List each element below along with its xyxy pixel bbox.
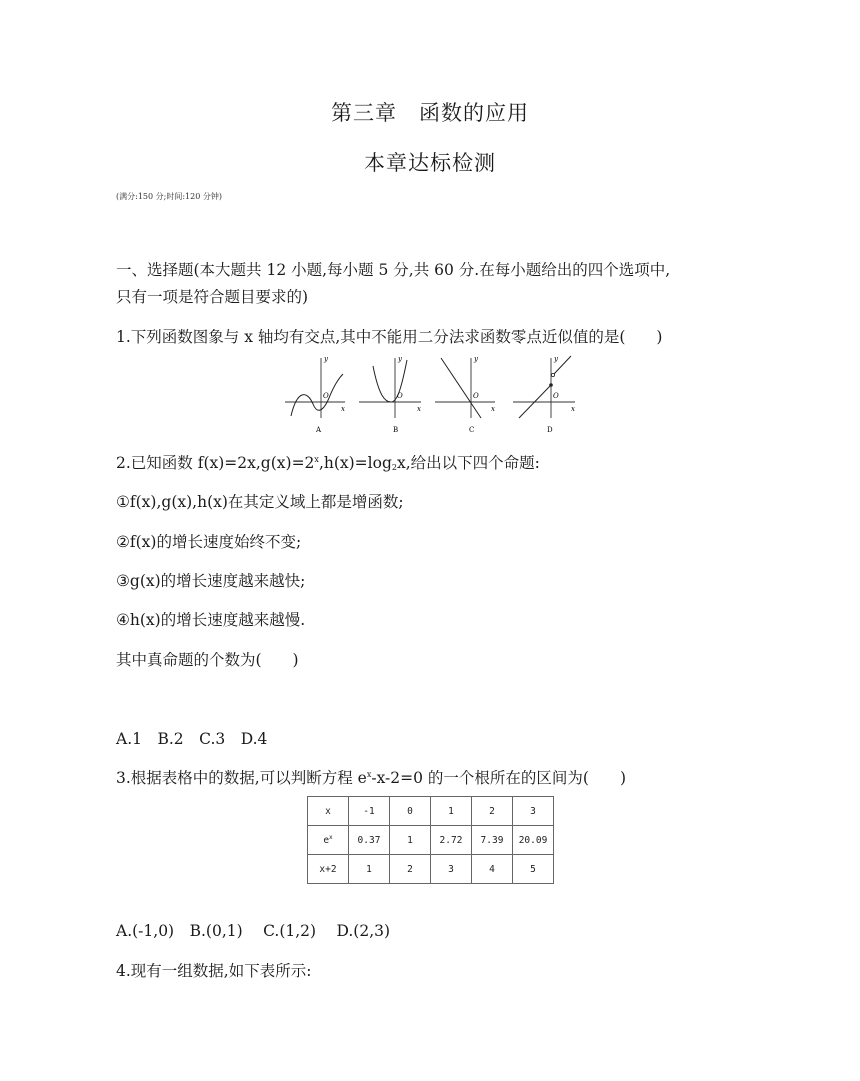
graph-a-x-label: x: [341, 405, 345, 413]
q2-stem-part-b: ,h(x)=log: [318, 454, 392, 472]
graph-a-label: A: [316, 426, 322, 434]
question-2-proposition-1: ①f(x),g(x),h(x)在其定义域上都是增函数;: [116, 493, 404, 511]
graph-d-label: D: [547, 426, 553, 434]
table-cell: 1: [349, 855, 390, 884]
graph-d-x-label: x: [571, 405, 575, 413]
row-head-text: e: [323, 835, 330, 846]
chapter-title: 第三章 函数的应用: [331, 101, 529, 125]
graph-d: [513, 355, 575, 434]
graph-b-origin-label: O: [397, 392, 403, 400]
graph-d-origin-label: O: [553, 392, 559, 400]
graph-a-y-label: y: [324, 355, 328, 363]
question-2-proposition-2: ②f(x)的增长速度始终不变;: [116, 533, 302, 551]
graph-c-origin-label: O: [473, 392, 479, 400]
table-cell: 0.37: [349, 826, 390, 855]
graph-c-x-label: x: [491, 405, 495, 413]
question-3-table: [307, 796, 554, 884]
question-2-options: A.1 B.2 C.3 D.4: [116, 730, 268, 748]
graph-c: [435, 355, 495, 434]
graph-d-y-label: y: [554, 355, 558, 363]
table-row: [308, 855, 554, 884]
table-cell: 20.09: [513, 826, 554, 855]
table-cell: 1: [431, 797, 472, 826]
row-head-sup: x: [329, 834, 333, 841]
q2-stem-sup: x: [314, 455, 319, 464]
q3-stem-part-b: -x-2=0 的一个根所在的区间为( ): [371, 769, 627, 787]
table-cell: 2: [390, 855, 431, 884]
graph-b-x-label: x: [417, 405, 421, 413]
q2-stem-sub: 2: [391, 463, 397, 472]
table-cell: 4: [472, 855, 513, 884]
question-1-graphs: [283, 352, 583, 436]
q3-stem-sup: x: [366, 770, 372, 779]
graph-b-y-label: y: [398, 355, 402, 363]
table-cell: 0: [390, 797, 431, 826]
table-cell: 7.39: [472, 826, 513, 855]
question-2-proposition-4: ④h(x)的增长速度越来越慢.: [116, 611, 306, 629]
graph-b: [359, 355, 421, 434]
graph-a-origin-label: O: [323, 392, 329, 400]
table-cell: x+2: [308, 855, 349, 884]
question-1-stem: 1.下列函数图象与 x 轴均有交点,其中不能用二分法求函数零点近似值的是( ): [116, 328, 663, 346]
exam-meta: (满分:150 分;时间:120 分钟): [116, 192, 222, 201]
table-cell: 2.72: [431, 826, 472, 855]
table-row: [308, 826, 554, 855]
table-cell: x: [308, 797, 349, 826]
question-4-stem: 4.现有一组数据,如下表所示:: [116, 962, 312, 980]
table-cell: -1: [349, 797, 390, 826]
graph-a: [285, 355, 345, 434]
graph-c-label: C: [469, 426, 475, 434]
section-heading-line1: 一、选择题(本大题共 12 小题,每小题 5 分,共 60 分.在每小题给出的四个选项中,: [116, 261, 671, 279]
section-subtitle: 本章达标检测: [364, 151, 496, 175]
section-heading-line2: 只有一项是符合题目要求的): [116, 288, 309, 306]
question-3-options: A.(-1,0) B.(0,1) C.(1,2) D.(2,3): [116, 922, 391, 940]
question-3-stem: [116, 766, 626, 788]
table-cell: 2: [472, 797, 513, 826]
q2-stem-part-c: x,给出以下四个命题:: [396, 454, 540, 472]
table-cell: 1: [390, 826, 431, 855]
question-2-stem: [116, 451, 540, 473]
table-cell: 5: [513, 855, 554, 884]
question-2-ask: 其中真命题的个数为( ): [116, 651, 299, 669]
q2-stem-part-a: 2.已知函数 f(x)=2x,g(x)=2: [116, 454, 315, 472]
table-row: [308, 797, 554, 826]
graph-b-label: B: [393, 426, 399, 434]
table-cell: [308, 826, 349, 855]
q3-stem-part-a: 3.根据表格中的数据,可以判断方程 e: [116, 769, 367, 787]
graph-c-y-label: y: [474, 355, 478, 363]
question-2-proposition-3: ③g(x)的增长速度越来越快;: [116, 572, 306, 590]
table-cell: 3: [431, 855, 472, 884]
table-cell: 3: [513, 797, 554, 826]
